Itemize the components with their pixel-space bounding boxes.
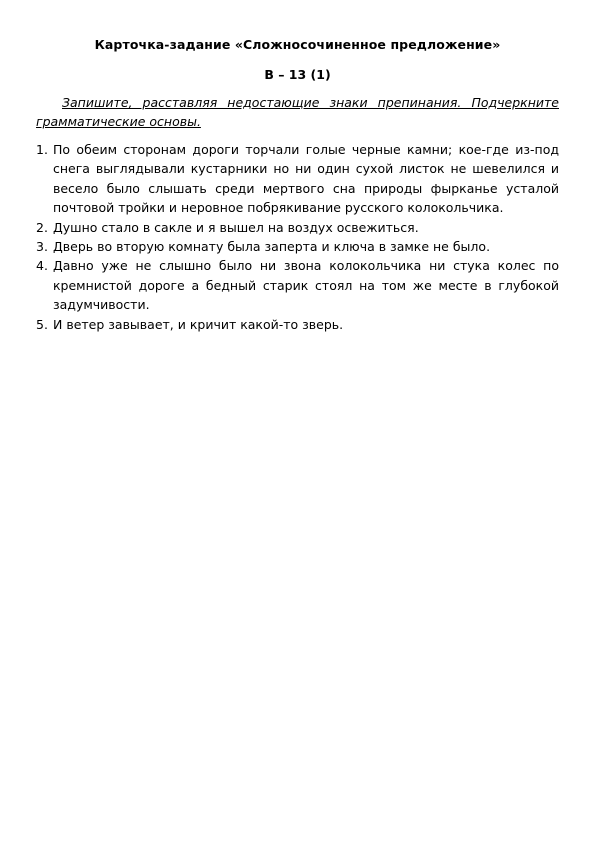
item-number: 4. <box>36 258 48 274</box>
item-number: 1. <box>36 142 48 157</box>
task-instruction: Запишите, расставляя недостающие знаки препинания. Подчеркните грамматические основы. <box>36 95 559 129</box>
item-number: 2. <box>36 219 48 235</box>
task-list <box>36 140 559 334</box>
list-item <box>36 256 559 314</box>
list-item <box>36 218 559 237</box>
list-item <box>36 140 559 218</box>
item-text: По обеим сторонам дороги торчали голые черные камни; кое-где из-под снега выглядывали кустарники но ни один сухой листок не шевелился и весело было слышать среди мертвого сна природы фырканье усталой почтовой тройки и неровное побрякивание русского колокольчика. <box>53 142 559 216</box>
item-number: 3. <box>36 239 48 255</box>
list-item <box>36 237 559 256</box>
item-text: И ветер завывает, и кричит какой-то зверь. <box>53 316 344 332</box>
item-text: Душно стало в сакле и я вышел на воздух освежиться. <box>53 219 419 235</box>
variant-label: В – 13 (1) <box>264 67 331 82</box>
list-item <box>36 315 559 334</box>
item-number: 5. <box>36 316 48 332</box>
page-title: Карточка-задание «Сложносочиненное предложение» <box>94 37 501 52</box>
item-text: Давно уже не слышно было ни звона колокольчика ни стука колес по кремнистой дороге а бедный старик стоял на том же месте в глубокой задумчивости. <box>53 258 559 313</box>
item-text: Дверь во вторую комнату была заперта и ключа в замке не было. <box>53 239 491 255</box>
